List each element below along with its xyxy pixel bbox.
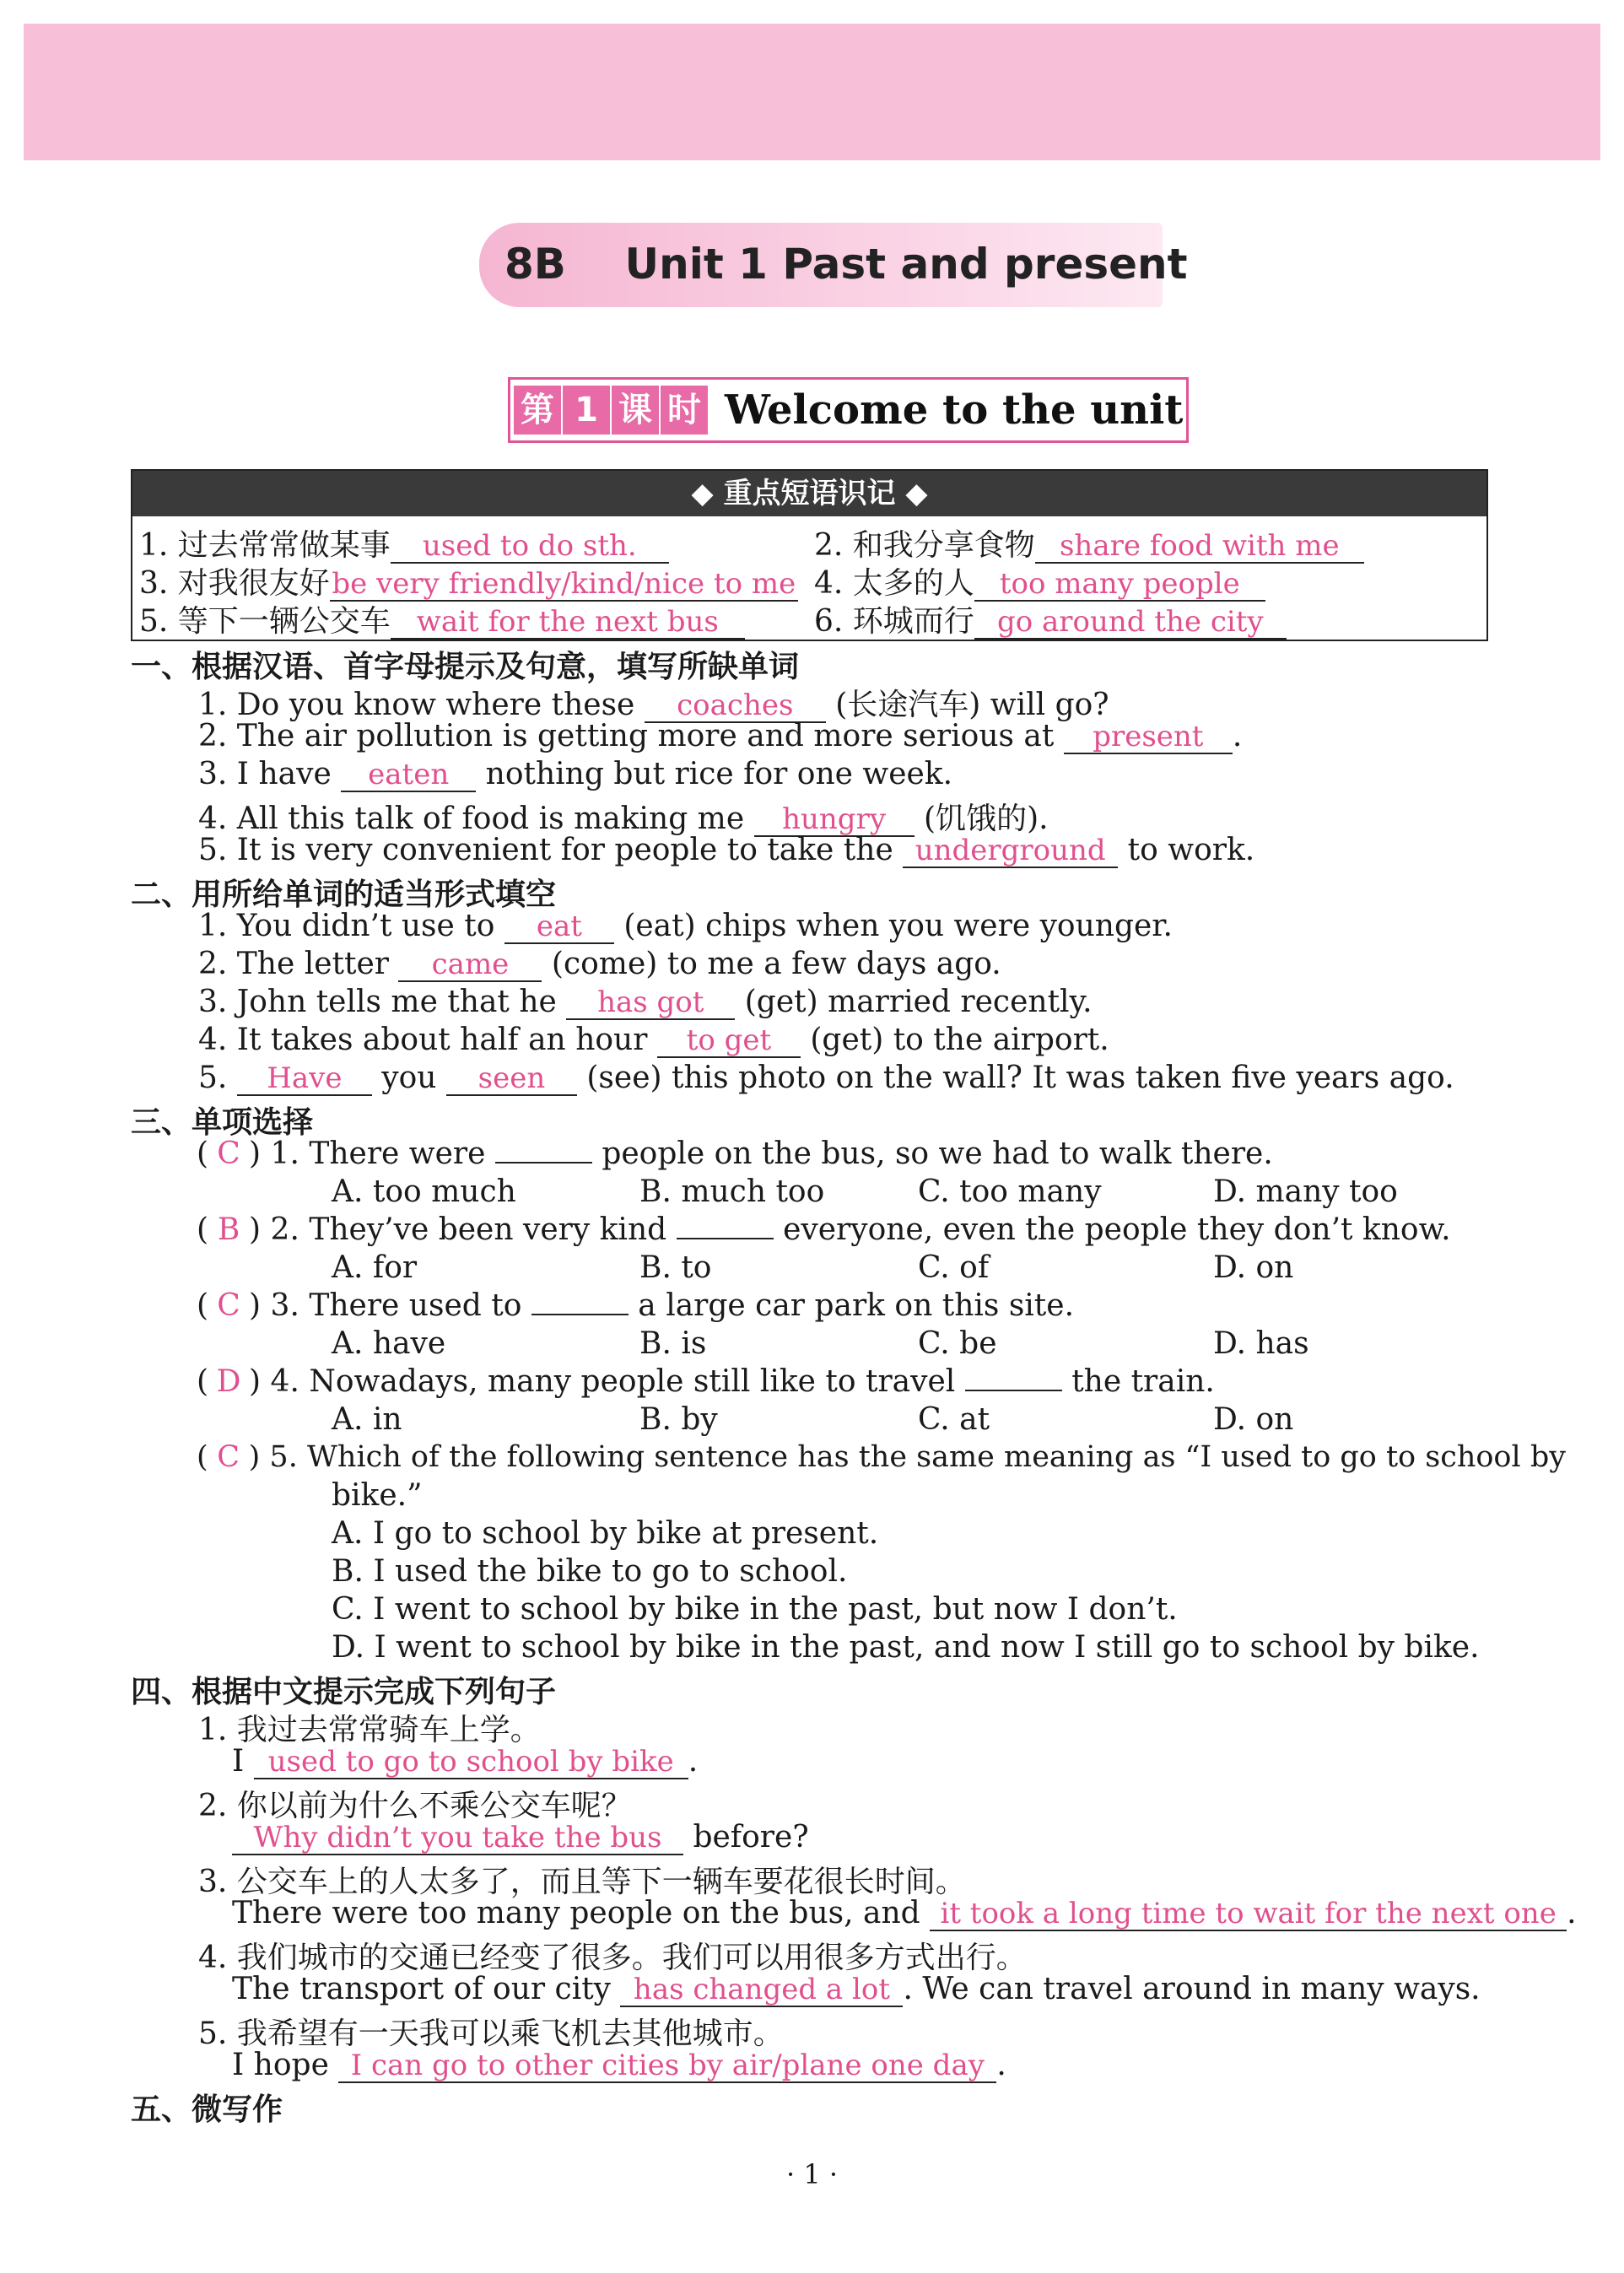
mc-answer: C [217,1440,240,1474]
item-text: 1. Do you know where these [198,688,635,722]
section5-title: 五、微写作 [131,2092,283,2127]
mc-option: C. be [918,1326,997,1361]
mc-option: B. to [639,1250,712,1285]
section2-item [198,947,1001,982]
item-text: . We can travel around in many ways. [903,1972,1481,2006]
item-text: (get) to the airport. [810,1023,1109,1057]
mc-option: D. on [1213,1250,1294,1285]
phrase-item [814,521,1364,564]
item-answer: Have [237,1064,372,1096]
phrase-item [139,559,798,602]
item-answer: I can go to other cities by air/plane one day [338,2051,996,2083]
mc-option: B. by [639,1402,718,1437]
lesson-box-1: 第 [514,386,561,435]
phrase-answer: go around the city [974,607,1287,640]
item-text: (come) to me a few days ago. [551,947,1001,981]
mc-blank [677,1238,774,1239]
phrase-answer: too many people [974,570,1265,602]
mc-stem: ) 3. There used to [249,1288,522,1323]
unit-title-banner [479,223,1188,307]
section2-item [198,1061,1454,1096]
phrase-answer: share food with me [1035,532,1364,564]
mc-option: A. have [332,1326,446,1361]
mc-stem: ) 2. They’ve been very kind [249,1212,667,1247]
key-phrases-header: ◆ 重点短语识记 ◆ [132,471,1486,516]
translation-line [232,2048,1006,2083]
mc-option: D. I went to school by bike in the past, and now I still go to school by bike. [332,1630,1480,1665]
mc-option: A. I go to school by bike at present. [332,1516,879,1551]
item-text: . [1567,1896,1577,1930]
mc-option: D. many too [1213,1174,1398,1209]
mc-option: D. on [1213,1402,1294,1437]
mc-answer: C [217,1136,240,1171]
mc-blank [965,1390,1062,1391]
item-answer: present [1064,722,1233,754]
item-answer: has got [566,988,735,1020]
mc-option: B. is [639,1326,707,1361]
mc-stem: ) 4. Nowadays, many people still like to travel [249,1364,956,1399]
mc-option: B. I used the bike to go to school. [332,1554,848,1589]
mc-answer: B [217,1212,240,1247]
section2-title: 二、用所给单词的适当形式填空 [131,877,557,912]
mc-blank [531,1314,629,1315]
section1-item [198,795,1049,838]
item-answer: eaten [341,760,476,792]
paren-open: ( [197,1136,209,1171]
item-text: (get) married recently. [744,985,1093,1019]
item-answer: it took a long time to wait for the next one [930,1899,1567,1931]
mc-stem: people on the bus, so we had to walk there. [602,1136,1273,1171]
item-text: (长途汽车) will go? [835,688,1109,722]
section4-title: 四、根据中文提示完成下列句子 [131,1675,557,1709]
phrase-prompt: 6. 环城而行 [814,604,974,639]
lesson-name: Welcome to the unit [725,386,1184,434]
section2-item [198,909,1173,944]
mc-option: A. in [332,1402,402,1437]
phrase-answer: used to do sth. [391,532,669,564]
mc-stem: a large car park on this site. [638,1288,1075,1323]
paren-open: ( [197,1212,209,1247]
section1-item [198,719,1242,754]
item-answer: underground [903,836,1118,868]
item-answer: coaches [645,691,826,723]
item-text: There were too many people on the bus, and [232,1896,920,1930]
item-text: 4. It takes about half an hour [198,1023,648,1057]
mc-blank [495,1162,592,1163]
mc-option: C. I went to school by bike in the past, but now I don’t. [332,1592,1178,1627]
mc-option: A. too much [332,1174,516,1209]
section2-item [198,1023,1109,1058]
phrase-item [139,597,745,640]
translation-prompt: 2. 你以前为什么不乘公交车呢？ [198,1789,632,1823]
translation-prompt: 1. 我过去常常骑车上学。 [198,1713,541,1747]
item-text: nothing but rice for one week. [485,757,953,791]
paren-open: ( [197,1440,208,1474]
item-answer: eat [504,912,614,944]
mc-option: D. has [1213,1326,1309,1361]
key-phrases-box [131,469,1488,641]
item-text: (see) this photo on the wall? It was taken five years ago. [586,1061,1454,1095]
section1-title: 一、根据汉语、首字母提示及句意，填写所缺单词 [131,650,800,684]
mc-question [197,1364,1215,1399]
item-text: I hope [232,2048,329,2082]
phrase-prompt: 1. 过去常常做某事 [139,528,391,563]
section1-item [198,833,1254,868]
translation-line [232,1972,1481,2007]
phrase-prompt: 3. 对我很友好 [139,566,330,601]
paren-open: ( [197,1288,209,1323]
mc-stem: ) 1. There were [249,1136,486,1171]
item-text: 2. The air pollution is getting more and more serious at [198,719,1055,753]
mc-stem: bike.” [332,1478,423,1513]
mc-question [197,1288,1074,1323]
phrase-prompt: 4. 太多的人 [814,566,974,601]
item-answer: came [398,950,542,982]
item-text: . [1232,719,1243,753]
mc-option: C. at [918,1402,990,1437]
item-text: I [232,1744,245,1779]
item-answer: Why didn’t you take the bus [232,1823,683,1855]
header-banner [24,24,1600,160]
translation-line [232,1896,1577,1931]
mc-option: C. too many [918,1174,1102,1209]
item-text: 5. [198,1061,228,1095]
item-text: 4. All this talk of food is making me [198,802,745,836]
item-text: you [381,1061,437,1095]
item-text: . [688,1744,699,1779]
translation-prompt: 3. 公交车上的人太多了，而且等下一辆车要花很长时间。 [198,1865,966,1899]
mc-question [197,1136,1273,1171]
item-text: 5. It is very convenient for people to take the [198,833,893,867]
section2-item [198,985,1093,1020]
mc-stem: ) 5. Which of the following sentence has the same meaning as “I used to go to school by [248,1440,1567,1474]
translation-line [232,1820,809,1855]
item-text: before? [693,1820,809,1855]
item-text: The transport of our city [232,1972,612,2006]
item-answer: hungry [754,805,915,837]
mc-option: A. for [332,1250,418,1285]
item-text: 3. I have [198,757,332,791]
mc-option: C. of [918,1250,990,1285]
section1-item [198,681,1109,724]
translation-prompt: 4. 我们城市的交通已经变了很多。我们可以用很多方式出行。 [198,1941,1027,1975]
mc-question [197,1440,1566,1474]
lesson-box-4: 时 [661,386,708,435]
phrase-answer: wait for the next bus [391,607,745,640]
phrase-item [814,559,1265,602]
item-text: (eat) chips when you were younger. [623,909,1173,943]
phrase-item [814,597,1287,640]
item-text: to work. [1127,833,1255,867]
lesson-box-3: 课 [612,386,659,435]
item-answer: seen [446,1064,577,1096]
section3-title: 三、单项选择 [131,1105,314,1140]
paren-open: ( [197,1364,209,1399]
lesson-title [508,377,1189,443]
phrase-prompt: 5. 等下一辆公交车 [139,604,391,639]
item-answer: to get [657,1026,801,1058]
mc-question [197,1212,1451,1247]
item-answer: used to go to school by bike [254,1747,688,1779]
item-text: 1. You didn’t use to [198,909,495,943]
lesson-box-2: 1 [563,386,610,435]
translation-prompt: 5. 我希望有一天我可以乘飞机去其他城市。 [198,2017,784,2051]
mc-stem: the train. [1071,1364,1215,1399]
phrase-answer: be very friendly/kind/nice to me [330,570,798,602]
mc-option: B. much too [639,1174,825,1209]
item-text: 3. John tells me that he [198,985,557,1019]
mc-answer: C [217,1288,240,1323]
mc-stem: everyone, even the people they don’t know. [783,1212,1451,1247]
phrase-prompt: 2. 和我分享食物 [814,528,1035,563]
item-text: . [996,2048,1006,2082]
item-text: (饥饿的). [924,802,1049,836]
page-number: · 1 · [785,2158,839,2190]
section1-item [198,757,952,792]
phrase-item [139,521,669,564]
unit-title: 8B Unit 1 Past and present [504,240,1188,289]
mc-answer: D [216,1364,241,1399]
item-answer: has changed a lot [620,1975,903,2007]
translation-line [232,1744,698,1779]
item-text: 2. The letter [198,947,390,981]
